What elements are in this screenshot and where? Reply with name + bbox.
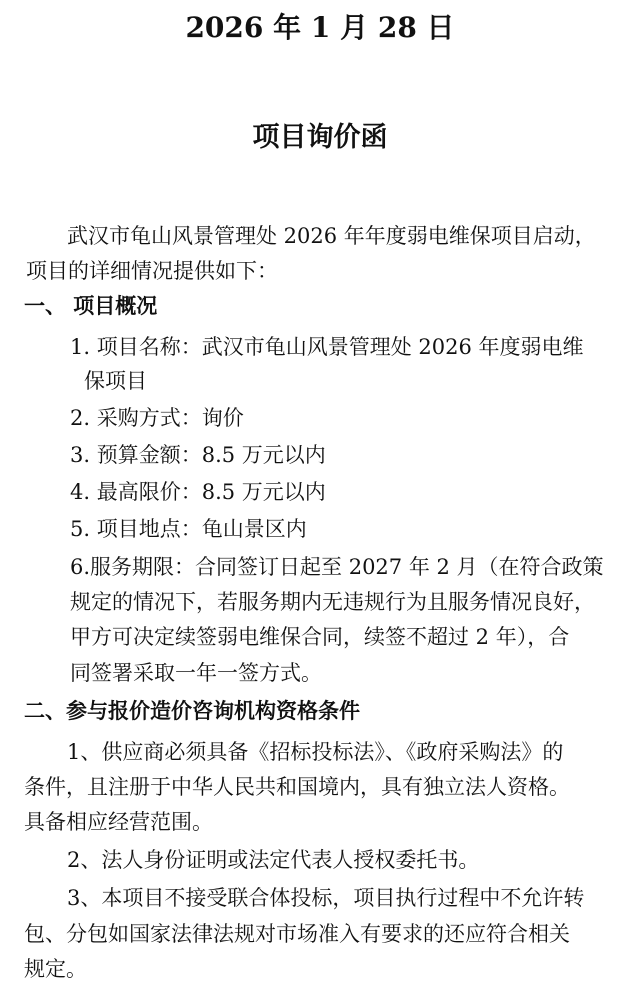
qualification-item-1-cont-1: 条件，且注册于中华人民共和国境内，具有独立法人资格。 [24,775,570,799]
overview-item-max-price: 4. 最高限价：8.5 万元以内 [70,480,326,504]
section-heading-qualifications: 二、参与报价造价咨询机构资格条件 [24,698,360,723]
overview-item-period-cont-2: 甲方可决定续签弱电维保合同，续签不超过 2 年），合 [70,625,570,649]
qualification-item-1: 1、供应商必须具备《招标投标法》、《政府采购法》的 [67,740,564,764]
overview-item-period: 6.服务期限：合同签订日起至 2027 年 2 月（在符合政策 [70,555,604,579]
qualification-item-3-cont-1: 包、分包如国家法律法规对市场准入有要求的还应符合相关 [24,922,570,946]
qualification-item-3-cont-2: 规定。 [24,957,87,981]
document-date: 2026 年 1 月 28 日 [185,11,455,44]
qualification-item-1-cont-2: 具备相应经营范围。 [24,810,213,834]
overview-item-name-cont: 保项目 [84,369,147,393]
qualification-item-2: 2、法人身份证明或法定代表人授权委托书。 [67,848,480,872]
overview-item-method: 2. 采购方式：询价 [70,406,244,430]
section-heading-overview: 一、 项目概况 [24,293,158,318]
intro-line-1: 武汉市龟山风景管理处 2026 年年度弱电维保项目启动， [67,224,596,248]
overview-item-budget: 3. 预算金额：8.5 万元以内 [70,443,326,467]
qualification-item-3: 3、本项目不接受联合体投标，项目执行过程中不允许转 [67,886,585,910]
overview-item-location: 5. 项目地点：龟山景区内 [70,517,307,541]
overview-item-name: 1. 项目名称：武汉市龟山风景管理处 2026 年度弱电维 [70,335,584,359]
intro-line-2: 项目的详细情况提供如下： [26,259,278,283]
overview-item-period-cont-1: 规定的情况下，若服务期内无违规行为且服务情况良好， [70,590,595,614]
overview-item-period-cont-3: 同签署采取一年一签方式。 [70,661,322,685]
document-title: 项目询价函 [252,122,388,153]
